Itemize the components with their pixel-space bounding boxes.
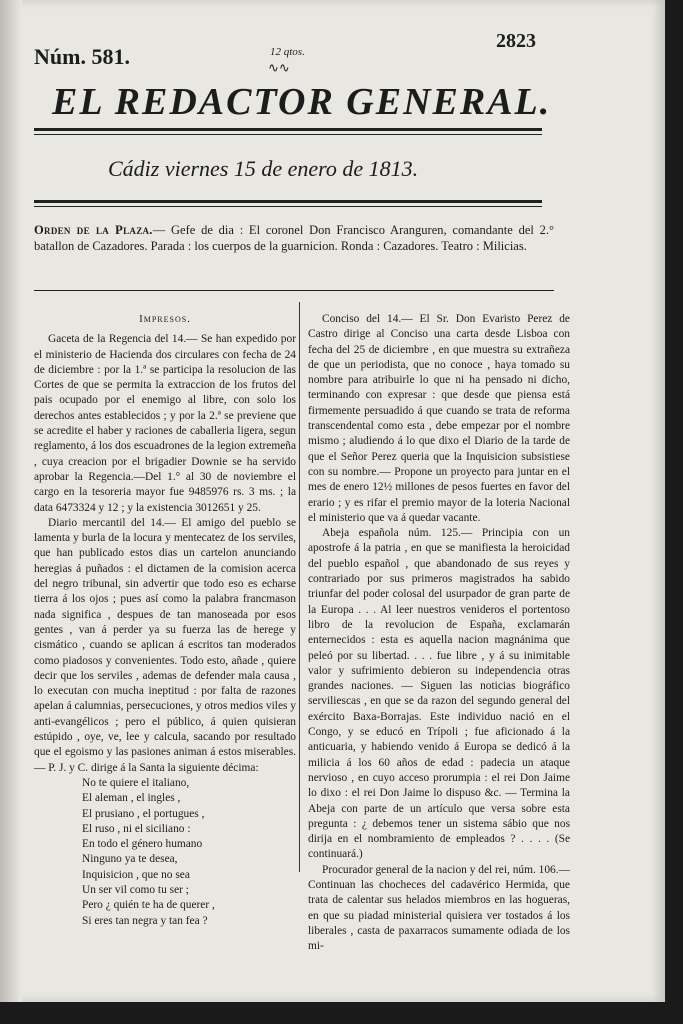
section-title-impresos: Impresos. [139, 313, 191, 325]
orden-text: — Gefe de dia : El coronel Don Francisco Aranguren, comandante del 2.° batallon de Cazadores. Parada : los cuerpos de la guarnicion. Ronda : Cazadores. Teatro : Milicias. [34, 223, 554, 253]
section-rule [34, 290, 554, 291]
orden-de-la-plaza [34, 222, 554, 254]
poem-line: El prusiano , el portugues , [82, 807, 205, 820]
gaceta-paragraph: Gaceta de la Regencia del 14.— Se han expedido por el ministerio de Hacienda dos circulares con fecha de 24 de diciembre : por la 1.ª se participa la resolucion de las Cortes de que se permita la extraccion de los frutos del pais ocupado por el enemigo al libre, con solo los derechos antes establecidos ; y por la 2.ª se previene que se acredite el haber y raciones de caballeria ligera, segun reglamento, á los dos escuadrones de la legion extremeña , cuya creacion por el brigadier Downie se ha servido aprobar la Regencia.—Del 1.° al 30 de noviembre el cargo en la tesoreria mayor fue 9485976 rs. 3 ms. ; la data 6473324 y 12 ; y la existencia 3012651 y 25. [34, 333, 296, 514]
diario-mercantil-paragraph: Diario mercantil del 14.— El amigo del pueblo se lamenta y burla de la locura y mentecatez de los serviles, que han publicado estos dias un cartelon anunciando heregias á puñados : el dictamen de la comision acerca del negro tribunal, sin advertir que todo eso es echarse tierra á los ojos ; pues así como la palabra francmason nada significa , despues de tan manoseada por esos gentes , van á perder ya su fuerza las de herege y cismático , cuando se aplican á escritos tan moderados como piadosos y convenientes. Todo esto, añade , quiere decir que los serviles , ademas de defender mala causa , lo executan con mucha ineptitud : por falta de razones apelan á calumnias, persecuciones, y otros medios viles y anti-evangélicos ; pero el público, á quien quisieran estúpido , oye, ve, lee y calcula, sacando por resultado que el egoismo y las pasiones animan á estos miserables.— P. J. y C. dirige á la Santa la siguiente décima: [34, 516, 296, 774]
masthead-rule-thick [34, 128, 542, 131]
poem-line: Si eres tan negra y tan fea ? [82, 914, 208, 927]
conciso-paragraph: Conciso del 14.— El Sr. Don Evaristo Perez de Castro dirige al Conciso una carta desde Lisboa con fecha del 25 de diciembre , en que muestra su extrañeza de que un periodista, que no conoce , haya tomado su nombre para atribuirle lo que ni ha pensado ni dicho, terminando con expresar : que desde que piensa está firmemente persuadido á que cuando se trata de reforma transcendental como esta , debe empezar por el nombre mismo ; aludiendo á lo que dixo el Diario de la tarde de que el Señor Perez queria que la Inquisicion subsistiese con su nombre.— Propone un proyecto para juntar en el mes de enero 12½ millones de pesos fuertes en favor del erario ; y es rifar el premio mayor de la loteria Nacional el ministerio que va á quedar vacante. [308, 313, 570, 524]
dateline: Cádiz viernes 15 de enero de 1813. [108, 156, 419, 181]
column-divider [299, 302, 300, 872]
orden-lead: Orden de la Plaza. [34, 223, 153, 237]
dateline-rule-thick [34, 200, 542, 203]
procurador-general-paragraph: Procurador general de la nacion y del rei, núm. 106.— Continuan las chocheces del cadavérico Hermida, que trata de calentar sus helados miembros en las hogueras, en que su piadad ministerial quisiera ver tostados á los liberales , casta de paxarracos sumamente odiada de los mi- [308, 863, 570, 953]
abeja-espanola-paragraph: Abeja española núm. 125.— Principia con un apostrofe á la patria , en que se manifiesta la heroicidad del pueblo español , que abandonado de sus reyes y contrariado por sus primeros magistrados ha sabido triunfar del poder colosal del usurpador de gran parte de la Europa . . . Al leer nuestros venideros el portentoso libro de la revolucion de España, exclamarán enternecidos : esta es aquella nacion magnánima que peleó por su libertad. . . . fue libre , y á su inimitable valor y sufrimiento debieron su independencia otras grandes naciones. — Siguen las noticias biográfico serviliescas , en que se da razon del segundo general del exército Baxa-Borrajas. Este individuo nació en el Congo, y se educó en Trípoli ; fue aficionado á la anticuaria, y habiendo venido á Europa se dedicó á la milicia á los 60 años de edad : padecia un ataque nervioso , en cuyo acceso prorumpia : el rei Don Jaime lo dixo : el rei Don Jaime lo dispuso &c. — Termina la Abeja con parte de un artículo que versa sobre esta pregunta : ¿ debemos tener un sistema sábio que nos dirija en el nombramiento de empleados ? . . . . (Se continuará.) [308, 527, 570, 861]
issue-price: 12 qtos. [270, 46, 305, 58]
price-ornament: ∿∿ [268, 60, 290, 75]
page-number: 2823 [496, 30, 536, 52]
poem-line: No te quiere el italiano, [82, 776, 190, 789]
page-spine-shadow [0, 0, 22, 1002]
dateline-rule-thin [34, 206, 542, 207]
poem-line: Un ser vil como tu ser ; [82, 883, 189, 896]
poem-line: Ninguno ya te desea, [82, 853, 178, 866]
poem-line: Inquisicion , que no sea [82, 868, 190, 881]
right-column [308, 312, 570, 954]
left-column [34, 312, 296, 929]
masthead-title: EL REDACTOR GENERAL. [52, 81, 552, 123]
decima-poem [82, 776, 296, 929]
issue-number: Núm. 581. [34, 44, 130, 69]
poem-line: En todo el género humano [82, 838, 203, 851]
poem-line: Pero ¿ quién te ha de querer , [82, 899, 215, 912]
poem-line: El ruso , ni el siciliano : [82, 822, 191, 835]
masthead-rule-thin [34, 134, 542, 135]
poem-line: El aleman , el ingles , [82, 792, 181, 805]
